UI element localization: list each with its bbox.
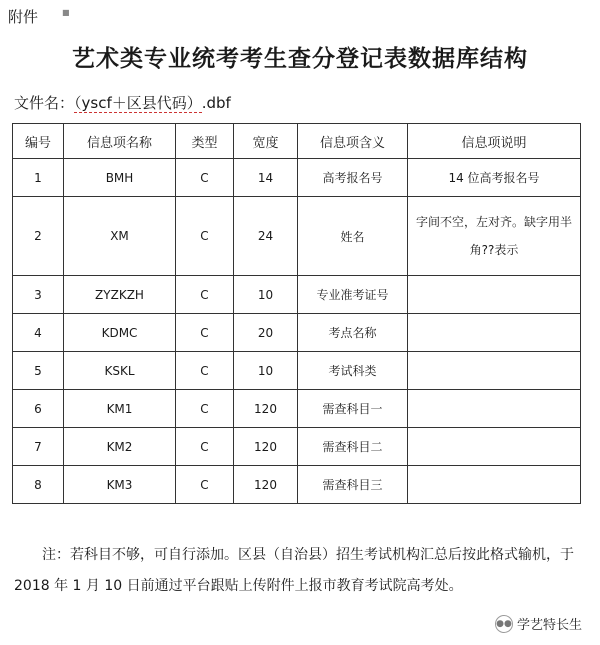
cell-meaning: 考试科类 xyxy=(298,352,408,390)
attachment-label: 附件 xyxy=(8,8,39,26)
cell-desc: 14 位高考报名号 xyxy=(408,159,581,197)
table-row xyxy=(13,352,581,390)
cell-desc xyxy=(408,466,581,504)
table-row xyxy=(13,276,581,314)
watermark-text: 学艺特长生 xyxy=(516,618,582,633)
cell-no: 1 xyxy=(13,159,64,197)
header-cell: 类型 xyxy=(176,124,234,159)
cell-name: KM1 xyxy=(64,390,176,428)
cell-meaning: 专业准考证号 xyxy=(298,276,408,314)
cell-name: BMH xyxy=(64,159,176,197)
cell-type: C xyxy=(176,428,234,466)
header-cell: 编号 xyxy=(13,124,64,159)
cell-width: 120 xyxy=(234,428,298,466)
cell-no: 8 xyxy=(13,466,64,504)
header-cell: 信息项名称 xyxy=(64,124,176,159)
watermark xyxy=(495,614,582,633)
cell-width: 10 xyxy=(234,276,298,314)
footnote: 注：若科目不够，可自行添加。区县（自治县）招生考试机构汇总后按此格式输机，于 2018 年 1 月 10 日前通过平台跟贴上传附件上报市教育考试院高考处。 xyxy=(14,547,574,594)
edit-mark: ■ xyxy=(62,8,70,17)
cell-no: 4 xyxy=(13,314,64,352)
cell-no: 7 xyxy=(13,428,64,466)
cell-meaning: 考点名称 xyxy=(298,314,408,352)
filename-line xyxy=(14,92,231,113)
cell-desc xyxy=(408,352,581,390)
cell-width: 120 xyxy=(234,390,298,428)
header-cell: 宽度 xyxy=(234,124,298,159)
cell-name: KSKL xyxy=(64,352,176,390)
cell-width: 20 xyxy=(234,314,298,352)
table-row xyxy=(13,159,581,197)
cell-name: KM2 xyxy=(64,428,176,466)
db-structure-table xyxy=(12,123,581,504)
cell-no: 2 xyxy=(13,197,64,276)
cell-type: C xyxy=(176,159,234,197)
cell-meaning: 姓名 xyxy=(298,197,408,276)
cell-meaning: 需查科目三 xyxy=(298,466,408,504)
header-cell: 信息项说明 xyxy=(408,124,581,159)
table-row xyxy=(13,197,581,276)
cell-name: ZYZKZH xyxy=(64,276,176,314)
cell-desc xyxy=(408,276,581,314)
cell-no: 3 xyxy=(13,276,64,314)
filename-extension: .dbf xyxy=(201,94,231,112)
filename-prefix: 文件名： xyxy=(14,94,75,112)
cell-width: 24 xyxy=(234,197,298,276)
table-header-row xyxy=(13,124,581,159)
table-row xyxy=(13,390,581,428)
cell-meaning: 高考报名号 xyxy=(298,159,408,197)
cell-type: C xyxy=(176,466,234,504)
cell-width: 10 xyxy=(234,352,298,390)
cell-type: C xyxy=(176,276,234,314)
cell-meaning: 需查科目二 xyxy=(298,428,408,466)
cell-desc xyxy=(408,314,581,352)
wechat-icon: ●● xyxy=(495,615,513,633)
table-row xyxy=(13,466,581,504)
cell-no: 6 xyxy=(13,390,64,428)
cell-name: KDMC xyxy=(64,314,176,352)
cell-desc: 字间不空，左对齐。缺字用半角??表示 xyxy=(408,197,581,276)
cell-meaning: 需查科目一 xyxy=(298,390,408,428)
cell-type: C xyxy=(176,197,234,276)
cell-name: XM xyxy=(64,197,176,276)
cell-type: C xyxy=(176,314,234,352)
table-row xyxy=(13,428,581,466)
page-title: 艺术类专业统考考生查分登记表数据库结构 xyxy=(72,46,528,72)
filename-pattern: （yscf＋区县代码） xyxy=(74,94,202,112)
table-row xyxy=(13,314,581,352)
cell-type: C xyxy=(176,390,234,428)
cell-width: 120 xyxy=(234,466,298,504)
header-cell: 信息项含义 xyxy=(298,124,408,159)
cell-name: KM3 xyxy=(64,466,176,504)
cell-desc xyxy=(408,428,581,466)
cell-width: 14 xyxy=(234,159,298,197)
cell-type: C xyxy=(176,352,234,390)
cell-desc xyxy=(408,390,581,428)
cell-no: 5 xyxy=(13,352,64,390)
